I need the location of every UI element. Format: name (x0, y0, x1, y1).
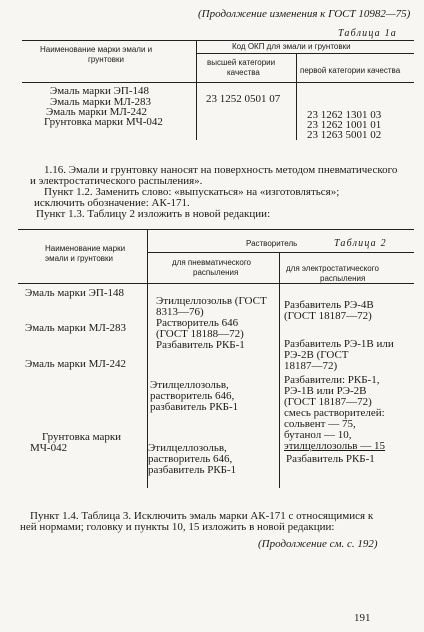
table2-row1-name: Эмаль марки ЭП-148 (25, 287, 124, 299)
continuation-header: (Продолжение изменения к ГОСТ 10982—75) (198, 8, 411, 20)
table1-highest-code: 23 1252 0501 07 (206, 93, 281, 105)
table1-first-code-1: 23 1262 1301 03 (307, 109, 382, 121)
table1-vline-2 (296, 53, 297, 140)
table1-row-name-4: Грунтовка марки МЧ-042 (44, 116, 163, 128)
paragraph-1-4-cont: ней нормами; головку и пункты 10, 15 изложить в новой редакции: (20, 521, 335, 533)
table2-vline-2 (279, 252, 280, 488)
table2-row3-electro-4: смесь растворителей: (284, 407, 385, 419)
table2-row3-pneum-1: Этилцеллозольв, (150, 379, 229, 391)
table2-pneum-header-2: распыления (193, 268, 239, 277)
table1-highest-header-2: качества (227, 68, 260, 77)
table2-row1-electro-1: Разбавитель РЭ-4В (284, 299, 374, 311)
table2-row1-pneum-5: Разбавитель РКБ-1 (156, 339, 245, 351)
table2-row4-pneum-1: Этилцеллозольв, (148, 442, 227, 454)
table1-top-rule (22, 40, 414, 41)
table1-vline-1 (196, 40, 197, 140)
table1-row-name-3: Эмаль марки МЛ-242 (46, 106, 148, 118)
continued-note: (Продолжение см. с. 192) (258, 538, 378, 550)
table2-row3-electro-3: (ГОСТ 18187—72) (284, 396, 372, 408)
table2-row1-pneum-4: (ГОСТ 18188—72) (156, 328, 244, 340)
table2-row3-electro-2: РЭ-1В или РЭ-2В (284, 385, 367, 397)
table1-okp-rule (196, 53, 414, 54)
table2-row3-pneum-2: растворитель 646, (150, 390, 235, 402)
page-number: 191 (354, 612, 371, 624)
paragraph-1-16: 1.16. Эмали и грунтовку наносят на поверхность методом пневматического (44, 164, 398, 176)
table1-row-name-2: Эмаль марки МЛ-283 (50, 96, 152, 108)
table2-row3-electro-5: сольвент — 75, (284, 418, 356, 430)
table2-row3-electro-7: этилцеллозольв — 15 (284, 440, 385, 452)
table2-caption: Таблица 2 (334, 238, 387, 249)
table2-pneum-header: для пневматического (172, 258, 252, 267)
table2-row2-electro-1: Разбавитель РЭ-1В или (284, 338, 394, 350)
table2-row2-name: Эмаль марки МЛ-283 (25, 322, 127, 334)
table2-row3-electro-6: бутанол — 10, (284, 429, 352, 441)
table1-row-name-1: Эмаль марки ЭП-148 (50, 85, 149, 97)
table2-row4-name-2: МЧ-042 (30, 442, 68, 454)
table2-row3-name: Эмаль марки МЛ-242 (25, 358, 127, 370)
table1-first-code-2: 23 1262 1001 01 (307, 119, 382, 131)
table2-row1-pneum-2: 8313—76) (156, 306, 204, 318)
table2-row4-name-1: Грунтовка марки (42, 431, 122, 443)
table2-solvent-rule (147, 252, 414, 253)
table2-row3-pneum-3: разбавитель РКБ-1 (150, 401, 239, 413)
table1-head-rule (22, 82, 414, 83)
paragraph-1-4: Пункт 1.4. Таблица 3. Исключить эмаль марки АК-171 с относящимися к (30, 510, 374, 522)
table1-first-header: первой категории качества (300, 66, 401, 75)
table2-row4-pneum-3: разбавитель РКБ-1 (148, 464, 237, 476)
table2-row1-electro-2: (ГОСТ 18187—72) (284, 310, 372, 322)
paragraph-1-2: Пункт 1.2. Заменить слово: «выпускаться» на «изготовляться»; (44, 186, 340, 198)
table2-row2-electro-3: 18187—72) (284, 360, 338, 372)
table1-okp-header: Код ОКП для эмали и грунтовки (232, 42, 351, 51)
paragraph-1-16-cont: и электростатического распыления». (30, 175, 203, 187)
table2-row4-pneum-2: растворитель 646, (148, 453, 233, 465)
table2-row1-pneum-1: Этилцеллозольв (ГОСТ (156, 295, 267, 307)
paragraph-1-3: Пункт 1.3. Таблицу 2 изложить в новой редакции: (36, 208, 271, 220)
table2-row4-electro-1: Разбавитель РКБ-1 (286, 453, 375, 465)
table2-name-header-2: эмали и грунтовки (45, 254, 114, 263)
table2-row2-electro-2: РЭ-2В (ГОСТ (284, 349, 349, 361)
table2-electro-header: для электростатического (286, 264, 379, 273)
table2-row3-electro-1: Разбавители: РКБ-1, (284, 374, 380, 386)
table2-head-rule (18, 283, 414, 284)
table1-name-header-2: грунтовки (88, 55, 124, 64)
table2-name-header: Наименование марки (45, 244, 126, 253)
table2-electro-header-2: распыления (320, 274, 366, 283)
table2-row1-pneum-3: Растворитель 646 (156, 317, 239, 329)
table1-first-code-3: 23 1263 5001 02 (307, 129, 382, 141)
table1-name-header: Наименование марки эмали и (40, 45, 153, 54)
table2-solvent-header: Растворитель (246, 239, 298, 248)
table1-highest-header: высшей категории (207, 58, 276, 67)
paragraph-1-2-cont: исключить обозначение: АК-171. (34, 197, 190, 209)
table2-top-rule (18, 229, 414, 230)
table1-caption: Таблица 1а (338, 28, 397, 39)
